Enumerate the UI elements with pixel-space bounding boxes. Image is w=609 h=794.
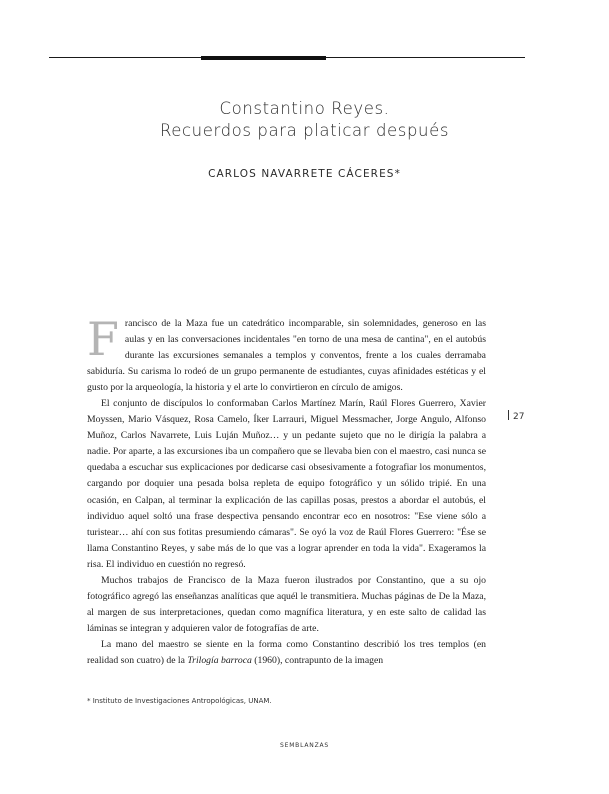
paragraph-2: El conjunto de discípulos lo conformaban Carlos Martínez Marín, Raúl Flores Guerrero, Xavier Moyssen, Mario Vásquez, Rosa Camelo, Íker Larrauri, Miguel Messmacher, Jorge Angulo, Alfonso Muñoz, Carlos Navarrete, Luis Luján Muñoz… y un pedante sujeto que no le dirigía la palabra a nadie. Por aparte, a las excursiones iba un compañero que se llevaba bien con el maestro, casi nunca se quedaba a escuchar sus explicaciones por dedicarse casi obsesivamente a fotografiar los monumentos, cargando por doquier una pesada bolsa repleta de equipo fotográfico y un sólido tripié. En una ocasión, en Calpan, al terminar la explicación de las capillas posas, prestos a abordar el autobús, el individuo aquel soltó una frase despectiva pensando encontrar eco en nosotros: "Ese viene sólo a turistear… ahí con sus fotitas presumiendo cámaras". Se oyó la voz de Raúl Flores Guerrero: "Ése se llama Constantino Reyes, y sabe más de lo que vas a lograr aprender en toda la vida". Exageramos la risa. El individuo en cuestión no regresó. xyxy=(87,398,486,570)
page-number-bar xyxy=(508,410,509,420)
paragraph-4-text-b: (1960), contrapunto de la imagen xyxy=(251,654,384,666)
paragraph-1-text: rancisco de la Maza fue un catedrático incomparable, sin solemnidades, generoso en las aulas y en las conversaciones incidentales "en torno de una mesa de cantina", en el autobús durante las excursiones semanales a templos y conventos, frente a los cuales derramaba sabiduría. Su carisma lo rodeó de un grupo permanente de estudiantes, cuyas afinidades estéticas y el gusto por la arqueología, la historia y el arte lo convirtieron en círculo de amigos. xyxy=(87,318,486,394)
paragraph-3: Muchos trabajos de Francisco de la Maza fueron ilustrados por Constantino, que a su ojo fotográfico agregó las enseñanzas analíticas que aquél le transmitiera. Muchas páginas de De la Maza, al margen de sus interpretaciones, quedan como magnífica literatura, y en este salto de calidad las láminas se integran y adquieren valor de fotografías de arte. xyxy=(87,574,486,634)
paragraph-4 xyxy=(87,637,486,669)
section-footer: SEMBLANZAS xyxy=(280,742,329,749)
paragraph-4-text-a: La mano del maestro se siente en la forma como Constantino describió los tres templos (en realidad son cuatro) de la xyxy=(87,638,486,666)
article-title-line-2: Recuerdos para platicar después xyxy=(159,121,450,140)
footnote: * Instituto de Investigaciones Antropológicas, UNAM. xyxy=(87,697,272,705)
page-number xyxy=(508,410,524,422)
paragraph-1 xyxy=(87,312,486,396)
article-body xyxy=(87,312,486,669)
page-number-text: 27 xyxy=(513,412,525,422)
drop-cap: F xyxy=(87,312,119,366)
header-rule-accent xyxy=(201,56,326,60)
article-title-line-1: Constantino Reyes. xyxy=(219,99,390,118)
book-title-italic: Trilogía barroca xyxy=(187,654,252,666)
article-author: CARLOS NAVARRETE CÁCERES* xyxy=(208,168,401,180)
